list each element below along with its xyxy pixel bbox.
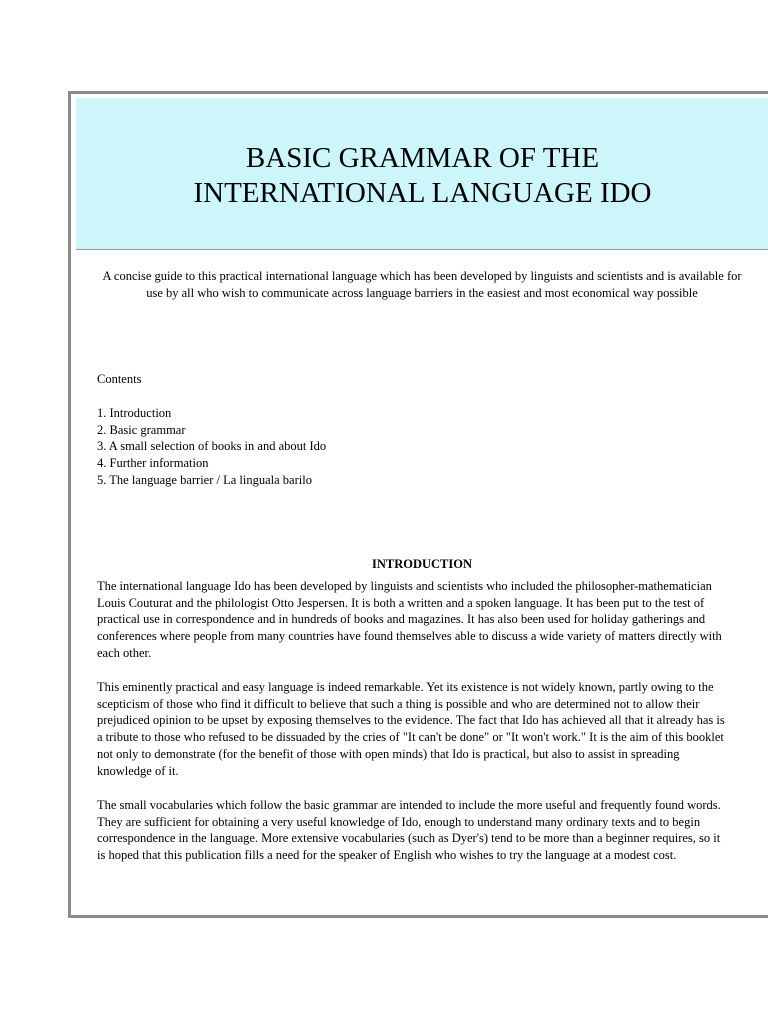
contents-item-language-barrier: 5. The language barrier / La linguala barilo	[97, 472, 312, 487]
contents-item-basic-grammar: 2. Basic grammar	[97, 422, 186, 437]
document-subtitle: A concise guide to this practical international language which has been developed by linguists and scientists and is available for use by all who wish to communicate across language barriers in the easiest and most economical way possible	[102, 269, 742, 300]
contents-heading: Contents	[97, 372, 142, 386]
introduction-heading: INTRODUCTION	[371, 557, 472, 571]
contents-item-books: 3. A small selection of books in and about Ido	[97, 439, 327, 454]
introduction-paragraph-2: This eminently practical and easy language is indeed remarkable. Yet its existence is not widely known, partly owing to the scepticism of those who find it difficult to believe that such a thing is possible and who are determined not to allow their prejudiced opinion to be upset by exposing themselves to the evidence. The fact that Ido has achieved all that it already has is a tribute to those who refused to be dissuaded by the cries of "It can't be done" or "It won't work." It is the aim of this booklet not only to demonstrate (for the benefit of those with open minds) that Ido is practical, but also to assist in spreading knowledge of it.	[97, 680, 725, 778]
contents-item-further-information: 4. Further information	[97, 456, 209, 471]
document-title	[163, 137, 683, 211]
title-line-1: BASIC GRAMMAR OF THE	[245, 141, 600, 174]
title-panel	[76, 98, 768, 250]
contents-list	[97, 405, 326, 489]
document-frame	[68, 91, 768, 918]
title-line-2: INTERNATIONAL LANGUAGE IDO	[193, 176, 652, 209]
introduction-paragraph-3: The small vocabularies which follow the basic grammar are intended to include the more useful and frequently found words. They are sufficient for obtaining a very useful knowledge of Ido, enough to understand many ordinary texts and to begin correspondence in the language. More extensive vocabularies (such as Dyer's) tend to be more than a beginner requires, so it is hoped that this publication fills a need for the speaker of English who wishes to try the language at a modest cost.	[97, 798, 721, 863]
contents-item-introduction: 1. Introduction	[97, 406, 172, 420]
introduction-paragraph-1: The international language Ido has been developed by linguists and scientists who included the philosopher-mathematician Louis Couturat and the philologist Otto Jespersen. It is both a written and a spoken language. It has been put to the test of practical use in correspondence and in hundreds of books and magazines. It has also been used for holiday gatherings and conferences where people from many countries have found themselves able to discuss a wide variety of matters directly with each other.	[97, 579, 722, 660]
